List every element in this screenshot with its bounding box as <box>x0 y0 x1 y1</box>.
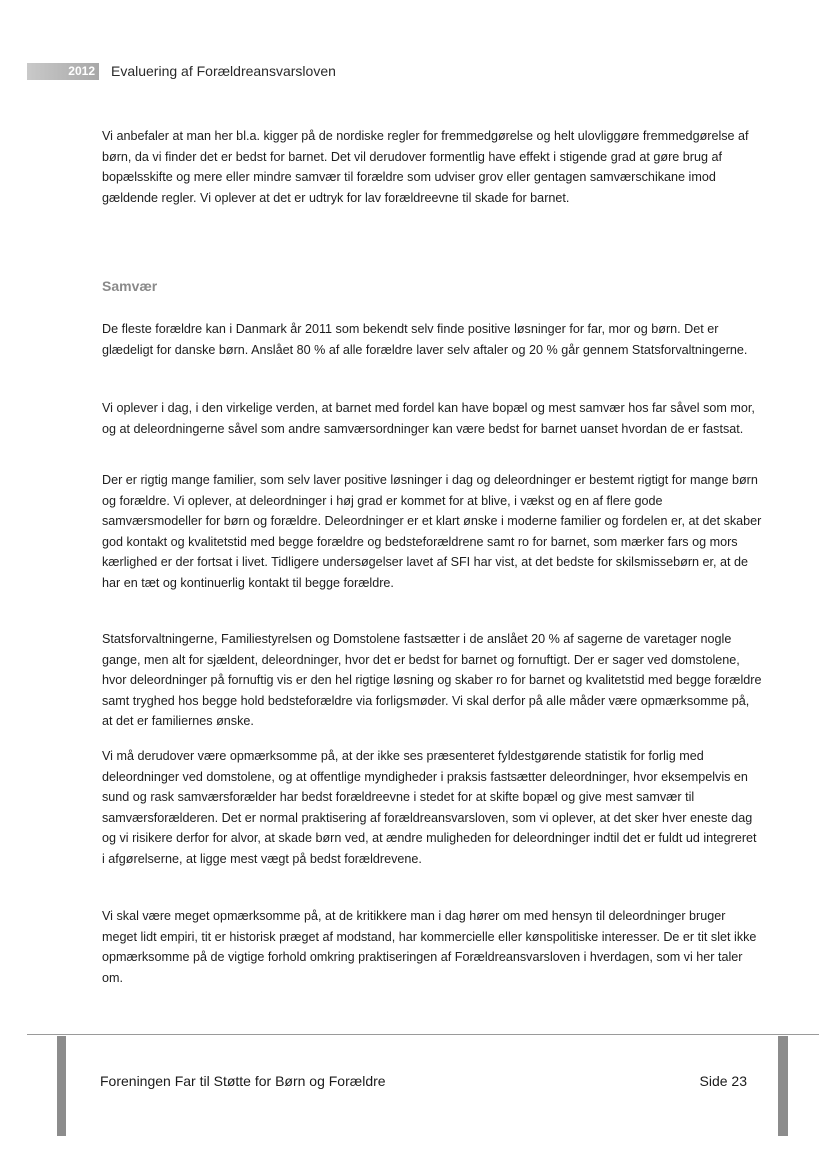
paragraph: Vi må derudover være opmærksomme på, at der ikke ses præsenteret fyldestgørende statistik for forlig med deleordninger ved domstolene, og at offentlige myndigheder i praksis fastsætter deleordninger, hvor eksempelvis en sund og rask samværsforælder har bedst forældreevne i stedet for at skifte bopæl og give mest samvær til samværsforælderen. Det er normal praktisering af forældreansvarsloven, som vi oplever, at det sker hver eneste dag og vi risikere derfor for alvor, at skade børn ved, at ændre muligheden for deleordninger indtil det er fuldt ud integreret i afgørelserne, at ligge mest vægt på bedst forældrevene. <box>102 749 757 866</box>
paragraph: Vi skal være meget opmærksomme på, at de kritikkere man i dag hører om med hensyn til deleordninger bruger meget lidt empiri, tit er historisk præget af modstand, har kommercielle eller kønspolitiske interesser. De er tit slet ikke opmærksomme på de vigtige forhold omkring praktiseringen af Forældreansvarsloven i hverdagen, som vi her taler om. <box>102 909 757 985</box>
paragraph: Der er rigtig mange familier, som selv laver positive løsninger i dag og deleordninger er bestemt rigtigt for mange børn og forældre. Vi oplever, at deleordninger i høj grad er kommet for at blive, i vækst og en af flere gode samværsmodeller for børn og forældre. Deleordninger er et klart ønske i moderne familier og fordelen er, at det skaber god kontakt og kvalitetstid med begge forældre og bedsteforældrene samt ro for barnet, som mærker fars og mors kærlighed er der fortsat i livet. Tidligere undersøgelser lavet af SFI har vist, at det bedste for skilsmissebørn er, at de har en tæt og kontinuerlig kontakt til begge forældre. <box>102 473 762 590</box>
header-title: Evaluering af Forældreansvarsloven <box>111 63 336 79</box>
year-tab: 2012 <box>27 63 99 80</box>
paragraph: Statsforvaltningerne, Familiestyrelsen og Domstolene fastsætter i de anslået 20 % af sagerne de varetager nogle gange, men alt for sjældent, deleordninger, hvor det er bedst for barnet og fornuftigt. Der er sager ved domstolene, hvor deleordninger på fornuftig vis er den hel rigtige løsning og skaber ro for barnet og kvalitetstid med begge forældre samt tryghed hos begge hold bedsteforældre via forligsmøder. Vi skal derfor på alle måder være opmærksomme på, at det er familiernes ønske. <box>102 632 762 729</box>
section-heading: Samvær <box>102 278 158 294</box>
footer-organization: Foreningen Far til Støtte for Børn og Forældre <box>100 1073 386 1089</box>
footer-right-bar <box>778 1036 788 1136</box>
footer-divider <box>27 1034 819 1035</box>
page-header <box>27 62 336 80</box>
footer-left-bar <box>57 1036 66 1136</box>
intro-paragraph: Vi anbefaler at man her bl.a. kigger på de nordiske regler for fremmedgørelse og helt ulovliggøre fremmedgørelse af børn, da vi finder det er bedst for barnet. Det vil derudover formentlig have effekt i stigende grad at gøre brug af bopælsskifte og mere eller mindre samvær til forældre som udviser grov eller gentagen samværschikane imod gældende regler. Vi oplever at det er udtryk for lav forældreevne til skade for barnet. <box>102 129 749 205</box>
page-number: Side 23 <box>699 1073 747 1089</box>
paragraph: De fleste forældre kan i Danmark år 2011 som bekendt selv finde positive løsninger for far, mor og børn. Det er glædeligt for danske børn. Anslået 80 % af alle forældre laver selv aftaler og 20 % går gennem Statsforvaltningerne. <box>102 322 748 357</box>
paragraph: Vi oplever i dag, i den virkelige verden, at barnet med fordel kan have bopæl og mest samvær hos far såvel som mor, og at deleordningerne såvel som andre samværsordninger kan være bedst for barnet uanset hvordan de er fastsat. <box>102 401 755 436</box>
